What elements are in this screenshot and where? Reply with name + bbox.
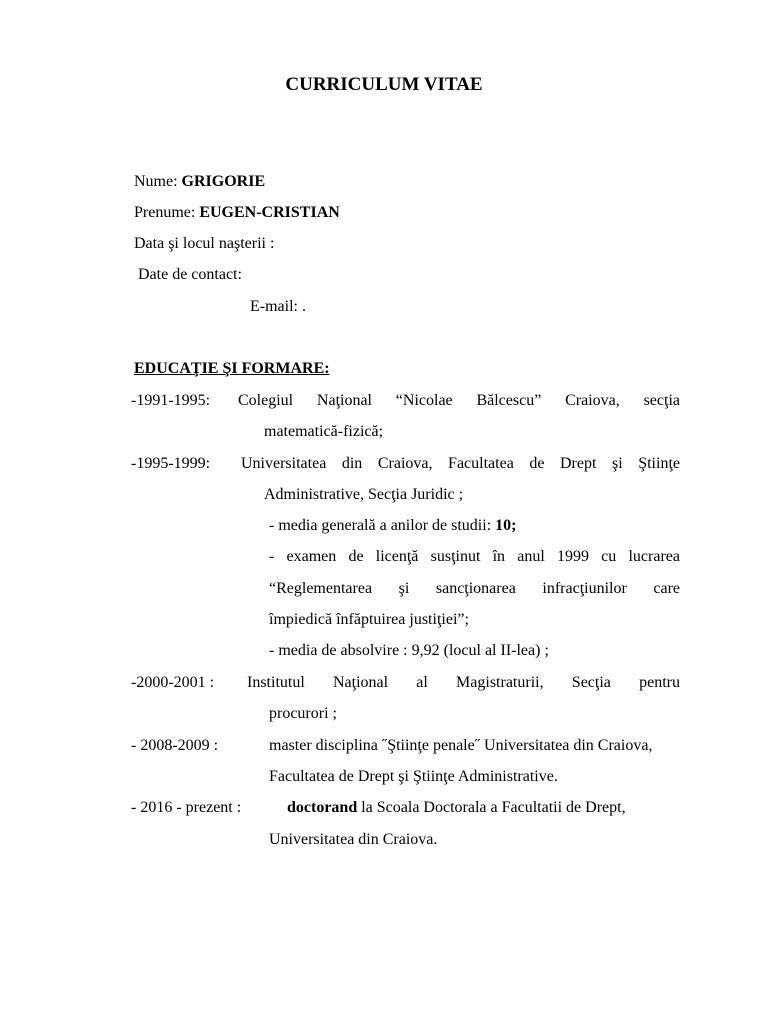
entry-2-sub-1 bbox=[269, 516, 516, 536]
doctoral-school-text: la Scoala Doctorala a Facultatii de Drept, bbox=[357, 799, 626, 816]
entry-3-line-1: Institutul Naţional al Magistraturii, Secţia pentru bbox=[247, 674, 680, 691]
entry-3-line-2: procurori ; bbox=[269, 705, 337, 722]
entry-1-line-1: Colegiul Naţional “Nicolae Bălcescu” Craiova, secţia bbox=[238, 392, 680, 409]
entry-5-line-2: Universitatea din Craiova. bbox=[269, 831, 438, 848]
name-row bbox=[134, 172, 265, 192]
entry-3-date: -2000-2001 : bbox=[131, 674, 215, 691]
first-name-label: Prenume: bbox=[134, 204, 196, 221]
entry-4-date: - 2008-2009 : bbox=[131, 737, 219, 754]
entry-2-line-2: Administrative, Secţia Juridic ; bbox=[264, 486, 464, 503]
entry-2-line-1: Universitatea din Craiova, Facultatea de Drept şi Ştiinţe bbox=[241, 455, 680, 472]
name-value: GRIGORIE bbox=[181, 173, 266, 190]
entry-4-line-2: Facultatea de Drept şi Ştiinţe Administrative. bbox=[269, 768, 558, 785]
average-semicolon: ; bbox=[511, 517, 517, 534]
entry-2-date: -1995-1999: bbox=[131, 455, 211, 472]
entry-2-sub-2-line-1: - examen de licenţă susţinut în anul 1999 cu lucrarea bbox=[269, 548, 680, 565]
education-heading: EDUCAŢIE ŞI FORMARE: bbox=[134, 360, 330, 377]
entry-1-line-2: matematică-fizică; bbox=[264, 423, 384, 440]
contact-row: Date de contact: bbox=[138, 266, 242, 283]
first-name-value: EUGEN-CRISTIAN bbox=[199, 204, 340, 221]
birth-row: Data şi locul naşterii : bbox=[134, 235, 275, 252]
entry-5-date: - 2016 - prezent : bbox=[131, 799, 242, 816]
entry-5-line-1 bbox=[287, 798, 626, 818]
document-title: CURRICULUM VITAE bbox=[285, 74, 483, 95]
entry-2-sub-2-line-2: “Reglementarea şi sancţionarea infracţiunilor care bbox=[269, 580, 680, 597]
entry-2-sub-2-line-3: împiedică înfăptuirea justiţiei”; bbox=[269, 611, 469, 628]
average-value: 10 bbox=[495, 517, 512, 534]
first-name-row bbox=[134, 203, 340, 223]
average-label: - media generală a anilor de studii: bbox=[269, 517, 496, 534]
name-label: Nume: bbox=[134, 173, 178, 190]
entry-1-date: -1991-1995: bbox=[131, 392, 211, 409]
entry-4-line-1: master disciplina ˝Ştiinţe penale˝ Universitatea din Craiova, bbox=[269, 737, 653, 754]
entry-2-sub-3: - media de absolvire : 9,92 (locul al II-lea) ; bbox=[269, 642, 549, 659]
email-row: E-mail: . bbox=[250, 298, 306, 315]
doctorand-label: doctorand bbox=[287, 799, 358, 816]
